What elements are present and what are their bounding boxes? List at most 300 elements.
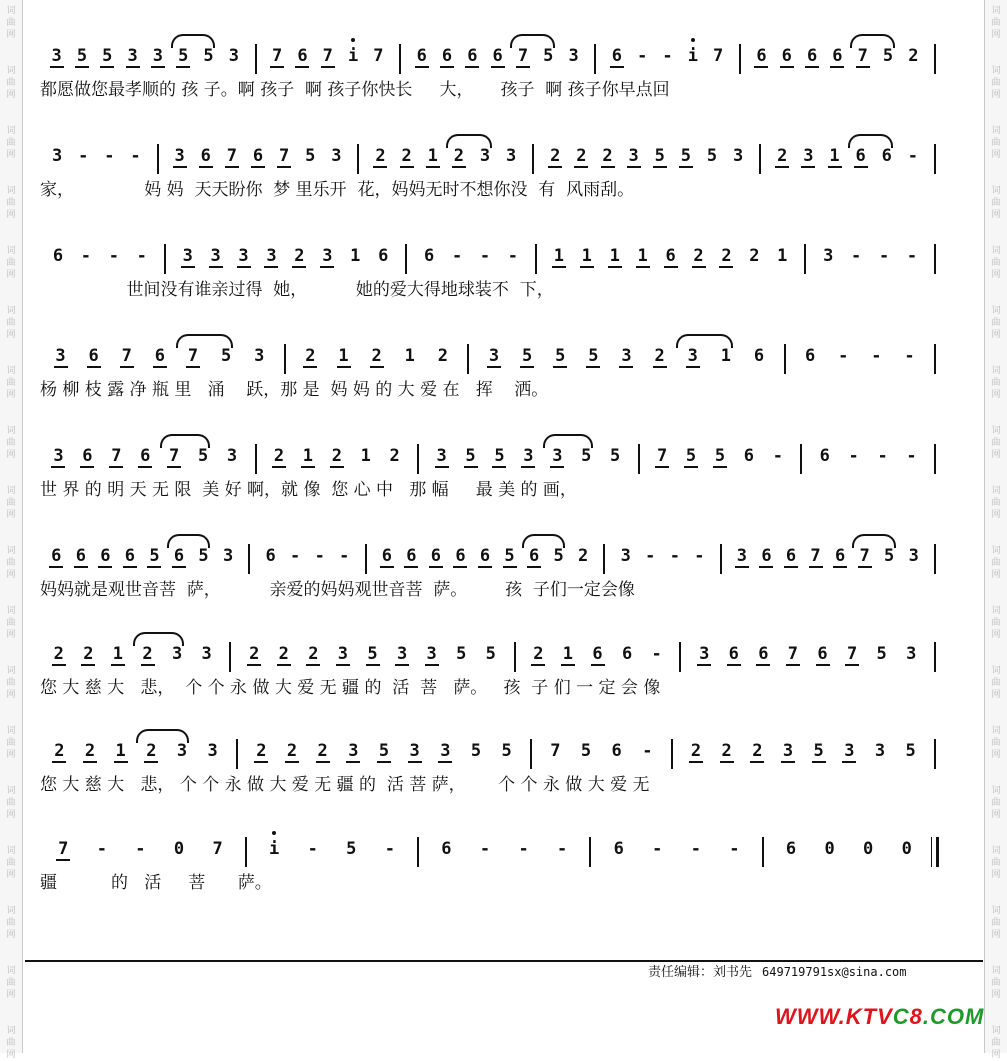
jianpu-note: 6	[381, 546, 392, 566]
watermark-glyph: 词	[991, 546, 1001, 556]
jianpu-note: 6	[430, 546, 442, 566]
jianpu-note: 5	[178, 46, 189, 66]
watermark-glyph: 曲	[991, 618, 1001, 628]
jianpu-note: 5	[813, 741, 824, 761]
jianpu-note: 7	[656, 446, 668, 466]
jianpu-note: 5	[553, 546, 564, 566]
bar-line	[784, 344, 786, 374]
lyric-line: 都愿做您最孝顺的 孩 子。啊 孩子 啊 孩子你快长 大， 孩子 啊 孩子你早点回	[40, 80, 670, 100]
watermark-glyph: 词	[6, 66, 16, 76]
bar-line	[739, 44, 741, 74]
lyric-line: 您 大 慈 大 悲， 个 个 永 做 大 爱 无 疆 的 活 菩 萨， 个 个 永 做 大 爱 无	[40, 775, 650, 795]
watermark-glyph: 网	[991, 510, 1001, 520]
jianpu-note: 2	[371, 346, 382, 366]
watermark-glyph: 网	[991, 390, 1001, 400]
jianpu-note: 5	[367, 644, 378, 664]
jianpu-note: 2	[83, 644, 94, 664]
bar-line	[759, 144, 761, 174]
watermark-glyph: 网	[6, 510, 16, 520]
jianpu-note: 5	[470, 741, 482, 761]
jianpu-note: 3	[176, 741, 188, 761]
jianpu-note: 7	[787, 644, 799, 664]
watermark-glyph: 词	[6, 786, 16, 796]
watermark-glyph: 曲	[991, 798, 1001, 808]
jianpu-note: 6	[479, 546, 491, 566]
watermark-glyph: 词	[991, 186, 1001, 196]
jianpu-note: 6	[528, 546, 540, 566]
bar-line	[284, 344, 286, 374]
jianpu-note: 6	[441, 46, 453, 66]
watermark-glyph: 曲	[991, 918, 1001, 928]
jianpu-note: 3	[874, 741, 886, 761]
slur-arc	[176, 334, 233, 348]
jianpu-note: -	[669, 546, 680, 566]
jianpu-note: 5	[581, 446, 592, 466]
editor-email: 649719791sx@sina.com	[762, 965, 907, 979]
slur-arc	[543, 434, 593, 448]
jianpu-note: 1	[302, 446, 314, 466]
watermark-glyph: 词	[991, 366, 1001, 376]
jianpu-note: -	[479, 839, 491, 859]
jianpu-note: 5	[221, 346, 232, 366]
watermark-glyph: 曲	[6, 498, 16, 508]
jianpu-note: 5	[198, 546, 209, 566]
jianpu-note: -	[652, 839, 663, 859]
jianpu-note: -	[642, 741, 653, 761]
jianpu-note: 2	[908, 46, 919, 66]
jianpu-note: 0	[173, 839, 185, 859]
jianpu-note: 2	[53, 644, 64, 664]
watermark-glyph: 网	[991, 1050, 1001, 1060]
bar-line	[229, 642, 231, 672]
jianpu-note: 6	[51, 546, 62, 566]
lyric-line: 您 大 慈 大 悲， 个 个 永 做 大 爱 无 疆 的 活 菩 萨。 孩 子 们 一 定 会 像	[40, 678, 661, 698]
jianpu-note: 7	[713, 46, 724, 66]
watermark-glyph: 网	[6, 810, 16, 820]
jianpu-note: -	[290, 546, 301, 566]
watermark-glyph: 曲	[6, 378, 16, 388]
watermark-glyph: 词	[6, 906, 16, 916]
jianpu-note: 5	[555, 346, 566, 366]
jianpu-note: 1	[609, 246, 620, 266]
watermark-glyph: 词	[6, 426, 16, 436]
jianpu-note: 3	[55, 346, 66, 366]
watermark-glyph: 词	[6, 6, 16, 16]
jianpu-note: 6	[100, 546, 111, 566]
bar-line	[248, 544, 250, 574]
watermark-glyph: 词	[6, 1026, 16, 1036]
bar-line	[589, 837, 591, 867]
jianpu-note: 3	[436, 446, 447, 466]
watermark-glyph: 词	[991, 66, 1001, 76]
bar-line	[931, 837, 932, 867]
slur-arc	[160, 434, 210, 448]
jianpu-note: 3	[331, 146, 342, 166]
jianpu-note: -	[96, 839, 107, 859]
bar-line	[245, 837, 247, 867]
watermark-glyph: 词	[991, 426, 1001, 436]
jianpu-note: -	[878, 246, 890, 266]
jianpu-note: 7	[226, 146, 237, 166]
watermark-glyph: 曲	[6, 198, 16, 208]
slur-arc	[676, 334, 733, 348]
watermark-glyph: 曲	[991, 78, 1001, 88]
watermark-glyph: 曲	[991, 138, 1001, 148]
jianpu-note: 6	[492, 46, 503, 66]
jianpu-note: i	[269, 839, 280, 859]
jianpu-note: 6	[75, 546, 86, 566]
jianpu-note: -	[877, 446, 888, 466]
bar-line	[603, 544, 605, 574]
octave-dot-high	[351, 38, 355, 42]
watermark-glyph: 网	[991, 150, 1001, 160]
jianpu-note: 2	[142, 644, 153, 664]
jianpu-note: 2	[331, 446, 342, 466]
watermark-glyph: 词	[6, 126, 16, 136]
jianpu-note: 6	[416, 46, 427, 66]
jianpu-note: 0	[824, 839, 835, 859]
jianpu-note: 2	[84, 741, 96, 761]
jianpu-note: 5	[654, 146, 665, 166]
bar-line	[934, 739, 936, 769]
watermark-glyph: 网	[6, 390, 16, 400]
bar-line	[365, 544, 367, 574]
bar-line	[679, 642, 681, 672]
watermark-glyph: 网	[6, 150, 16, 160]
jianpu-note: -	[104, 146, 115, 166]
bar-line	[934, 444, 936, 474]
jianpu-note: -	[637, 46, 648, 66]
watermark-glyph: 网	[6, 750, 16, 760]
jianpu-note: 6	[406, 546, 417, 566]
bar-line	[417, 837, 419, 867]
watermark-glyph: 曲	[6, 258, 16, 268]
jianpu-note: 5	[884, 546, 895, 566]
jianpu-note: 0	[863, 839, 874, 859]
jianpu-note: 5	[203, 46, 214, 66]
jianpu-note: 2	[690, 741, 702, 761]
jianpu-note: 7	[810, 546, 821, 566]
jianpu-note: -	[108, 246, 119, 266]
jianpu-note: 5	[456, 644, 467, 664]
jianpu-note: 6	[611, 741, 622, 761]
watermark-glyph: 网	[6, 270, 16, 280]
watermark-glyph: 网	[6, 690, 16, 700]
jianpu-note: 3	[226, 446, 238, 466]
notation-row	[40, 540, 970, 570]
footer-divider	[25, 960, 983, 962]
watermark-glyph: 曲	[6, 78, 16, 88]
bar-line	[638, 444, 640, 474]
bar-line	[934, 244, 936, 274]
jianpu-note: 6	[785, 546, 797, 566]
jianpu-note: 5	[197, 446, 209, 466]
watermark-glyph: 网	[991, 990, 1001, 1000]
jianpu-note: 2	[286, 741, 298, 761]
bar-line	[720, 544, 722, 574]
watermark-glyph: 词	[991, 726, 1001, 736]
lyric-line: 疆 的 活 菩 萨。	[40, 873, 272, 893]
bar-line	[236, 739, 238, 769]
octave-dot-high	[272, 831, 276, 835]
jianpu-note: 2	[453, 146, 464, 166]
watermark-glyph: 词	[991, 1026, 1001, 1036]
watermark-glyph: 网	[6, 870, 16, 880]
watermark-glyph: 词	[6, 306, 16, 316]
jianpu-note: 2	[721, 741, 732, 761]
jianpu-note: 6	[613, 839, 624, 859]
jianpu-note: -	[729, 839, 740, 859]
bar-line	[164, 244, 166, 274]
bar-line	[671, 739, 673, 769]
watermark-glyph: 曲	[6, 18, 16, 28]
watermark-glyph: 网	[6, 90, 16, 100]
watermark-glyph: 曲	[6, 1038, 16, 1048]
bar-line	[934, 544, 936, 574]
notation-row	[40, 40, 970, 70]
bar-line	[530, 739, 532, 769]
watermark-glyph: 曲	[6, 798, 16, 808]
site-logo: WWW.KTVC8.COM	[775, 1004, 985, 1029]
watermark-glyph: 曲	[6, 438, 16, 448]
watermark-glyph: 曲	[6, 618, 16, 628]
watermark-glyph: 曲	[991, 18, 1001, 28]
bar-line	[357, 144, 359, 174]
jianpu-note: 2	[437, 346, 448, 366]
jianpu-note: 3	[440, 741, 451, 761]
jianpu-note: -	[518, 839, 529, 859]
jianpu-note: 6	[592, 644, 603, 664]
watermark-glyph: 词	[991, 846, 1001, 856]
jianpu-note: 3	[174, 146, 185, 166]
lyric-line: 世间没有谁亲过得 她， 她的爱大得地球装不 下，	[40, 280, 554, 300]
jianpu-note: 2	[249, 644, 260, 664]
jianpu-note: 1	[553, 246, 564, 266]
watermark-glyph: 词	[991, 966, 1001, 976]
jianpu-note: -	[907, 146, 919, 166]
bar-line	[157, 144, 159, 174]
jianpu-note: 2	[578, 546, 589, 566]
watermark-glyph: 词	[991, 606, 1001, 616]
watermark-glyph: 词	[991, 126, 1001, 136]
jianpu-note: -	[384, 839, 395, 859]
jianpu-note: 7	[212, 839, 223, 859]
watermark-glyph: 网	[991, 750, 1001, 760]
jianpu-note: 3	[396, 644, 408, 664]
jianpu-note: 5	[149, 546, 160, 566]
jianpu-note: 7	[322, 46, 333, 66]
jianpu-note: 6	[855, 146, 866, 166]
jianpu-note: 5	[905, 741, 916, 761]
jianpu-note: -	[851, 246, 862, 266]
jianpu-note: 5	[501, 741, 512, 761]
bar-line	[934, 44, 936, 74]
jianpu-note: -	[479, 246, 491, 266]
jianpu-note: 6	[200, 146, 211, 166]
watermark-glyph: 词	[991, 666, 1001, 676]
bar-line	[594, 44, 596, 74]
jianpu-note: 3	[488, 346, 500, 366]
watermark-glyph: 网	[6, 930, 16, 940]
jianpu-note: 7	[373, 46, 384, 66]
slur-arc	[133, 632, 184, 646]
jianpu-note: 2	[375, 146, 386, 166]
jianpu-note: 5	[521, 346, 533, 366]
jianpu-note: -	[451, 246, 463, 266]
lyric-line: 家， 妈 妈 天天盼你 梦 里乐开 花，妈妈无时不想你没 有 风雨刮。	[40, 180, 635, 200]
jianpu-note: 5	[346, 839, 357, 859]
jianpu-note: 2	[308, 644, 319, 664]
jianpu-note: 6	[441, 839, 452, 859]
bar-line	[934, 144, 936, 174]
jianpu-note: 6	[753, 346, 765, 366]
jianpu-note: 1	[427, 146, 438, 166]
jianpu-note: 3	[222, 546, 234, 566]
jianpu-note: 6	[781, 46, 792, 66]
watermark-glyph: 曲	[991, 438, 1001, 448]
jianpu-note: 6	[728, 644, 739, 664]
watermark-glyph: 网	[6, 450, 16, 460]
jianpu-note: 1	[637, 246, 648, 266]
jianpu-note: 6	[621, 644, 633, 664]
bar-line	[762, 837, 764, 867]
jianpu-note: 3	[337, 644, 349, 664]
slur-arc	[446, 134, 492, 148]
watermark-glyph: 曲	[991, 1038, 1001, 1048]
jianpu-note: 6	[297, 46, 308, 66]
slur-arc	[522, 534, 565, 548]
jianpu-note: 2	[550, 146, 561, 166]
jianpu-note: 2	[54, 741, 65, 761]
jianpu-note: 7	[272, 46, 283, 66]
jianpu-note: 5	[876, 644, 887, 664]
jianpu-note: 5	[102, 46, 113, 66]
jianpu-note: 3	[523, 446, 534, 466]
jianpu-note: 6	[611, 46, 623, 66]
jianpu-note: -	[772, 446, 783, 466]
jianpu-note: 1	[581, 246, 592, 266]
watermark-glyph: 曲	[6, 738, 16, 748]
watermark-glyph: 曲	[991, 198, 1001, 208]
watermark-glyph: 曲	[991, 378, 1001, 388]
jianpu-note: -	[78, 146, 89, 166]
jianpu-note: 5	[543, 46, 554, 66]
jianpu-note: 3	[182, 246, 193, 266]
jianpu-note: 2	[749, 246, 760, 266]
jianpu-note: 7	[550, 741, 561, 761]
watermark-glyph: 词	[6, 666, 16, 676]
bar-line	[532, 144, 534, 174]
jianpu-note: 6	[881, 146, 892, 166]
watermark-glyph: 词	[991, 906, 1001, 916]
jianpu-note: 5	[714, 446, 726, 466]
jianpu-note: 3	[620, 546, 631, 566]
jianpu-note: 1	[112, 644, 124, 664]
watermark-glyph: 网	[991, 210, 1001, 220]
watermark-glyph: 网	[6, 990, 16, 1000]
bar-line	[514, 642, 516, 672]
bar-line	[535, 244, 537, 274]
jianpu-note: 2	[273, 446, 285, 466]
watermark-glyph: 词	[6, 726, 16, 736]
slur-arc	[850, 34, 895, 48]
watermark-glyph: 曲	[6, 918, 16, 928]
jianpu-note: -	[307, 839, 318, 859]
jianpu-note: 6	[743, 446, 755, 466]
watermark-glyph: 词	[6, 966, 16, 976]
jianpu-note: 6	[832, 46, 843, 66]
bar-line	[934, 344, 936, 374]
bar-line	[467, 344, 469, 374]
jianpu-note: 5	[504, 546, 515, 566]
notation-row	[40, 833, 970, 863]
jianpu-note: 3	[906, 644, 917, 664]
jianpu-note: 1	[829, 146, 840, 166]
watermark-glyph: 网	[6, 30, 16, 40]
watermark-glyph: 网	[6, 1050, 16, 1060]
jianpu-note: 3	[479, 146, 491, 166]
jianpu-note: 2	[294, 246, 305, 266]
jianpu-note: 5	[485, 644, 496, 664]
jianpu-note: 0	[901, 839, 912, 859]
jianpu-note: 2	[777, 146, 788, 166]
jianpu-note: 3	[506, 146, 517, 166]
jianpu-note: 3	[736, 546, 748, 566]
watermark-glyph: 网	[6, 210, 16, 220]
right-watermark-strip	[984, 0, 1007, 1060]
watermark-glyph: 曲	[991, 498, 1001, 508]
editor-credit	[648, 963, 907, 982]
jianpu-note: 6	[173, 546, 185, 566]
jianpu-note: 7	[278, 146, 290, 166]
jianpu-note: 6	[455, 546, 466, 566]
watermark-glyph: 网	[991, 270, 1001, 280]
watermark-glyph: 网	[991, 30, 1001, 40]
jianpu-note: 3	[266, 246, 277, 266]
final-bar-line	[936, 837, 939, 867]
watermark-glyph: 曲	[991, 678, 1001, 688]
jianpu-note: 7	[58, 839, 69, 859]
jianpu-note: 6	[761, 546, 772, 566]
jianpu-note: 6	[785, 839, 797, 859]
jianpu-note: 3	[171, 644, 183, 664]
jianpu-note: 3	[254, 346, 265, 366]
notation-row	[40, 340, 970, 370]
jianpu-note: 5	[706, 146, 718, 166]
watermark-glyph: 词	[991, 246, 1001, 256]
jianpu-note: 5	[685, 446, 697, 466]
lyric-line: 妈妈就是观世音菩 萨， 亲爱的妈妈观世音菩 萨。 孩 子们一定会像	[40, 580, 635, 600]
jianpu-note: 3	[51, 46, 62, 66]
jianpu-note: i	[687, 46, 698, 66]
bar-line	[804, 244, 806, 274]
jianpu-note: 6	[154, 346, 166, 366]
jianpu-note: 6	[124, 546, 136, 566]
jianpu-note: 2	[256, 741, 267, 761]
jianpu-note: -	[507, 246, 519, 266]
jianpu-note: -	[130, 146, 141, 166]
watermark-glyph: 网	[991, 450, 1001, 460]
jianpu-note: 5	[680, 146, 692, 166]
slur-arc	[171, 34, 216, 48]
watermark-glyph: 曲	[6, 678, 16, 688]
jianpu-note: 3	[687, 346, 698, 366]
slur-arc	[848, 134, 894, 148]
watermark-glyph: 网	[991, 570, 1001, 580]
jianpu-note: -	[645, 546, 656, 566]
jianpu-note: 6	[88, 346, 99, 366]
jianpu-note: -	[838, 346, 849, 366]
